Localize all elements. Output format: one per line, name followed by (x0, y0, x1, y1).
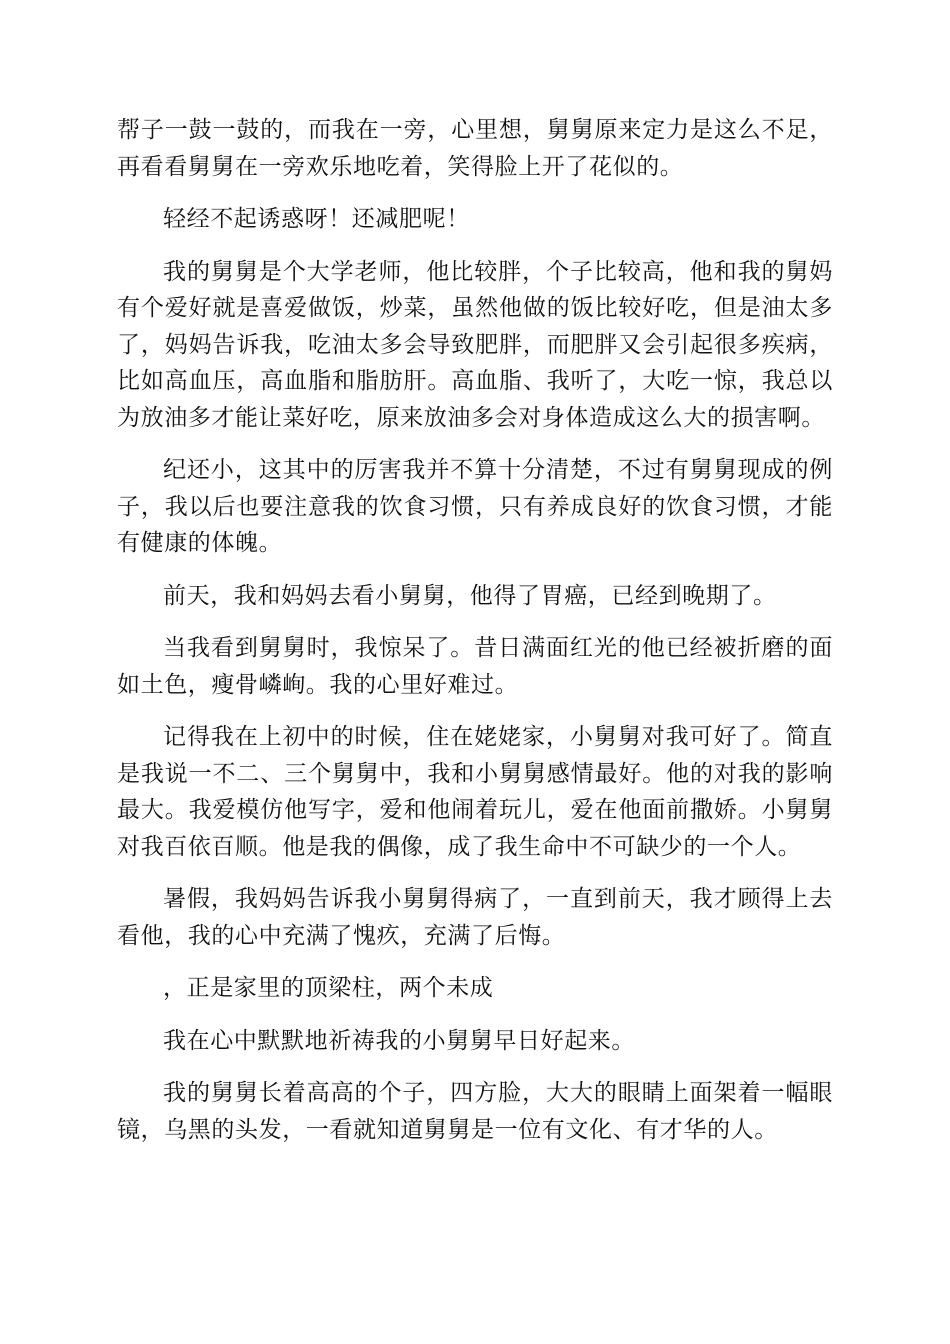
paragraph-4: 纪还小，这其中的厉害我并不算十分清楚，不过有舅舅现成的例子，我以后也要注意我的饮食习惯，只有养成良好的饮食习惯，才能有健康的体魄。 (117, 457, 833, 556)
paragraph-2: 轻经不起诱惑呀！还减肥呢！ (163, 206, 470, 232)
paragraph-1: 帮子一鼓一鼓的，而我在一旁，心里想，舅舅原来定力是这么不足，再看看舅舅在一旁欢乐地吃着，笑得脸上开了花似的。 (117, 117, 833, 180)
paragraph-11: 我的舅舅长着高高的个子，四方脸，大大的眼睛上面架着一幅眼镜，乌黑的头发，一看就知道舅舅是一位有文化、有才华的人。 (117, 1080, 833, 1143)
paragraph-9: ，正是家里的顶梁柱，两个未成 (163, 975, 494, 1001)
paragraph-3: 我的舅舅是个大学老师，他比较胖，个子比较高，他和我的舅妈有个爱好就是喜爱做饭，炒菜，虽然他做的饭比较好吃，但是油太多了，妈妈告诉我，吃油太多会导致肥胖，而肥胖又会引起很多疾病，比如高血压，高血脂和脂肪肝。高血脂、我听了，大吃一惊，我总以为放油多才能让菜好吃，原来放油多会对身体造成这么大的损害啊。 (117, 258, 833, 431)
paragraph-7: 记得我在上初中的时候，住在姥姥家，小舅舅对我可好了。简直是我说一不二、三个舅舅中，我和小舅舅感情最好。他的对我的影响最大。我爱模仿他写字，爱和他闹着玩儿，爱在他面前撒娇。小舅舅对我百依百顺。他是我的偶像，成了我生命中不可缺少的一个人。 (117, 724, 833, 860)
document-body (117, 112, 833, 1164)
paragraph-8: 暑假，我妈妈告诉我小舅舅得病了，一直到前天，我才顾得上去看他，我的心中充满了愧疚，充满了后悔。 (117, 886, 833, 949)
paragraph-6: 当我看到舅舅时，我惊呆了。昔日满面红光的他已经被折磨的面如土色，瘦骨嶙峋。我的心里好难过。 (117, 635, 833, 698)
paragraph-5: 前天，我和妈妈去看小舅舅，他得了胃癌，已经到晚期了。 (163, 582, 777, 609)
paragraph-10: 我在心中默默地祈祷我的小舅舅早日好起来。 (163, 1027, 635, 1054)
